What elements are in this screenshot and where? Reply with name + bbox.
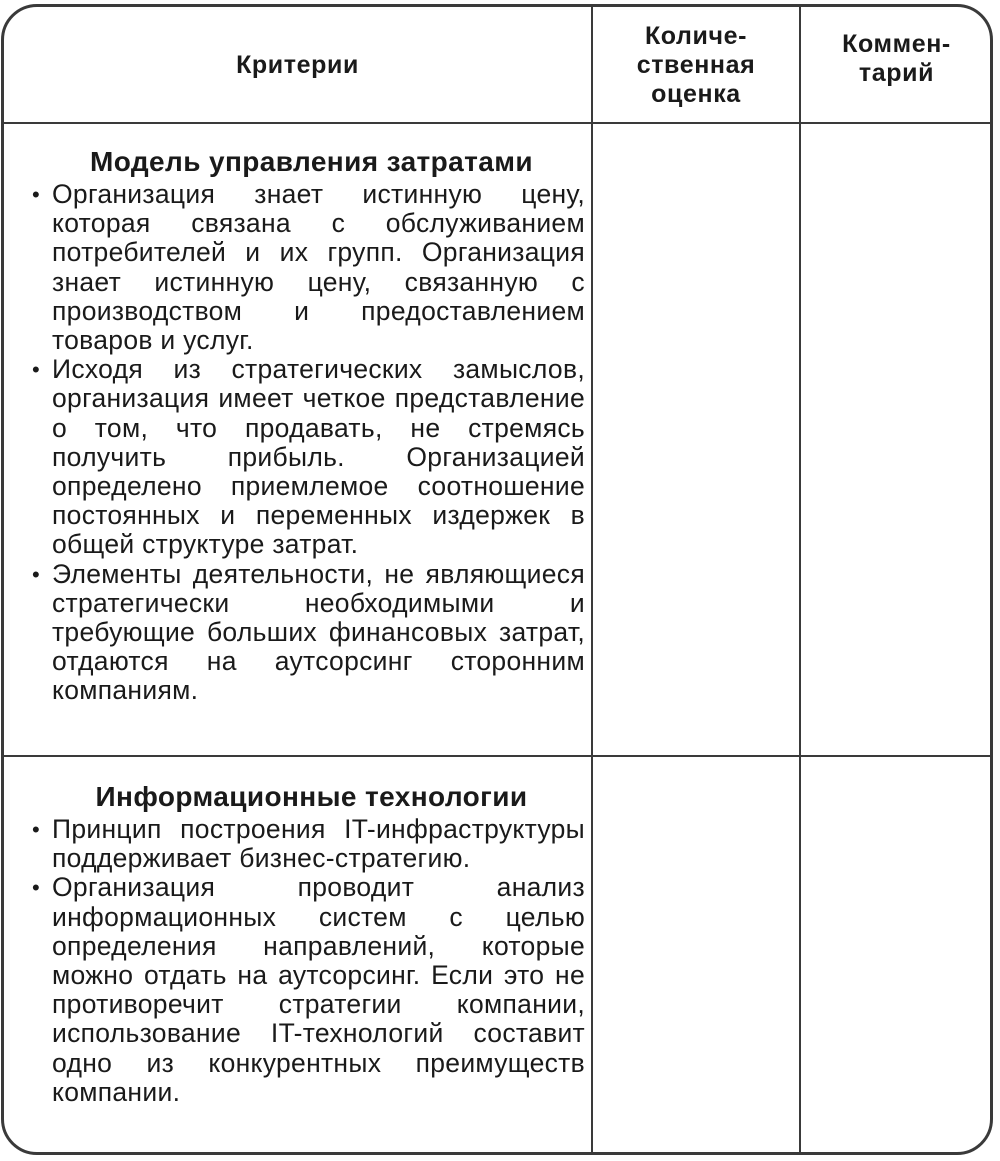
header-quantitative-assessment: Количе- ственная оценка — [636, 21, 756, 108]
criteria-section-information-technology — [32, 780, 585, 1107]
bullet-icon: • — [32, 875, 41, 901]
criteria-table — [1, 4, 993, 1155]
header-comment: Коммен- тарий — [842, 30, 951, 87]
list-item-text: Организация проводит анализ информационных систем с целью определения направлений, которые можно отдать на аутсорсинг. Если это не противоречит стратегии компании, использование IT-технологий составит одно из конкурентных преимуществ компании. — [52, 872, 585, 1107]
list-item — [32, 354, 585, 560]
list-item-text: Организация знает истинную цену, которая связана с обслуживанием потребителей и их групп. Организация знает истинную цену, связанную с производством и предоставлением товаров и услуг. — [52, 179, 585, 356]
column-divider-1 — [591, 7, 593, 1152]
criteria-section-cost-model — [32, 145, 585, 706]
list-item — [32, 872, 585, 1107]
list-item-text: Элементы деятельности, не являющиеся стратегически необходимыми и требующие больших финансовых затрат, отдаются на аутсорсинг сторонним компаниям. — [52, 558, 585, 706]
list-item-text: Принцип построения IT-инфраструктуры поддерживает бизнес-стратегию. — [52, 814, 585, 874]
bullet-icon: • — [32, 357, 41, 383]
section-row-divider — [4, 755, 990, 757]
column-divider-2 — [799, 7, 801, 1152]
section-title: Информационные технологии — [95, 781, 528, 812]
header-criteria: Критерии — [236, 50, 359, 79]
bullet-icon: • — [32, 561, 41, 587]
list-item — [32, 179, 585, 356]
bullet-icon: • — [32, 182, 41, 207]
list-item — [32, 558, 585, 706]
list-item-text: Исходя из стратегических замыслов, организация имеет четкое представление о том, что продавать, не стремясь получить прибыль. Организацией определено приемлемое соотношение постоянных и переменных издержек в общей структуре затрат. — [52, 354, 585, 560]
list-item — [32, 814, 585, 874]
section-title: Модель управления затратами — [90, 146, 533, 177]
bullet-icon: • — [32, 817, 41, 842]
